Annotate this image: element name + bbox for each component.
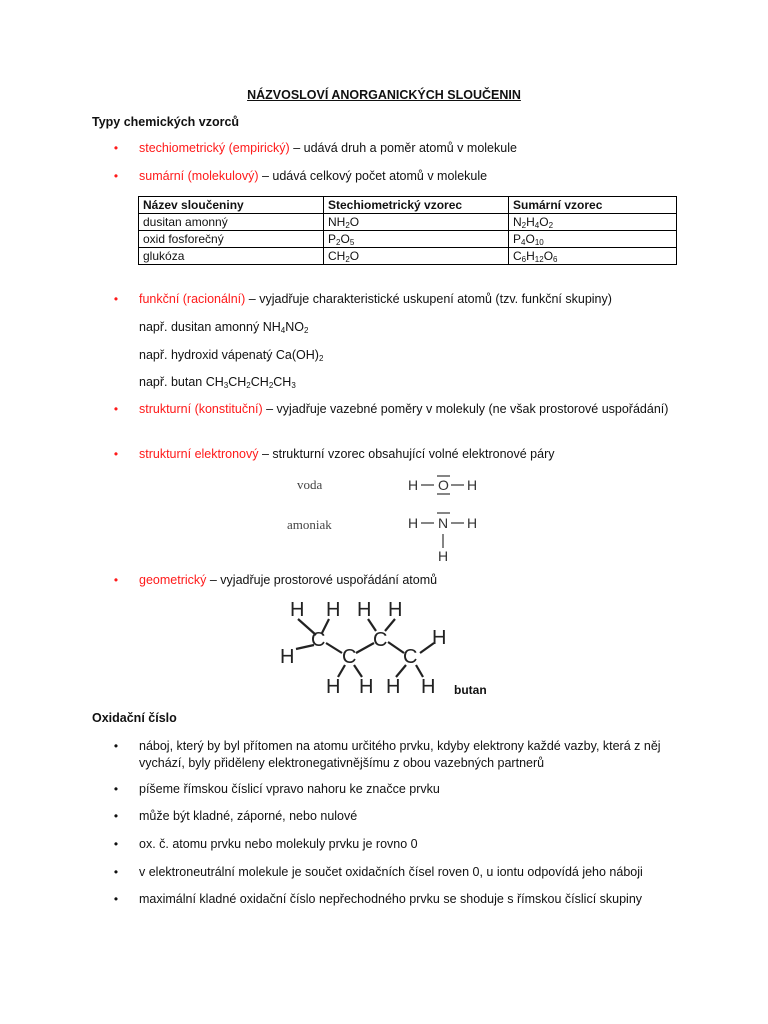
formula-element: CH	[328, 248, 346, 263]
atom-H: H	[326, 599, 341, 621]
section-heading-formula-types: Typy chemických vzorců	[92, 115, 240, 129]
formula-element: Ca(OH)	[275, 348, 319, 362]
example-prefix: např. hydroxid vápenatý	[139, 348, 276, 362]
formula-subscript: 4	[521, 237, 526, 247]
atom-H: H	[467, 515, 478, 531]
atom-N: N	[438, 515, 449, 531]
cell-sumarni	[509, 231, 677, 248]
type-geometric	[139, 572, 437, 589]
bullet-dot: •	[113, 837, 119, 851]
formula-element: CH	[250, 375, 269, 389]
term-red: sumární (molekulový)	[139, 169, 259, 183]
oxidation-rule: v elektroneutrální molekule je součet oxidačních čísel roven 0, u iontu odpovídá jeho náboji	[139, 865, 643, 879]
term-desc: – vyjadřuje charakteristické uskupení atomů (tzv. funkční skupiny)	[245, 292, 612, 306]
term-desc: – vyjadřuje prostorové uspořádání atomů	[206, 573, 438, 587]
type-sumarni	[139, 168, 487, 185]
oxidation-rule: maximální kladné oxidační číslo nepřechodného prvku se shoduje s římskou číslicí skupiny	[139, 892, 643, 906]
term-desc: – udává celkový počet atomů v molekule	[258, 169, 488, 183]
example-prefix: např. dusitan amonný	[139, 320, 263, 334]
atom-H: H	[359, 676, 374, 697]
formula-element: NH	[328, 214, 346, 229]
formula-element: O	[340, 231, 350, 246]
atom-H: H	[432, 627, 447, 649]
atom-C: C	[311, 629, 326, 651]
term-desc: – vyjadřuje vazebné poměry v molekuly (ne však prostorové uspořádání)	[262, 402, 669, 416]
cell-stechiometric	[324, 231, 509, 248]
table-header: Stechiometrický vzorec	[324, 197, 509, 214]
formula-subscript: 2	[336, 237, 341, 247]
formula-subscript: 2	[318, 354, 324, 363]
atom-H: H	[326, 676, 341, 697]
formula-element: O	[349, 214, 360, 229]
term-red: stechiometrický (empirický)	[139, 141, 290, 155]
formula-element: P	[328, 231, 337, 246]
type-stechiometric	[139, 140, 517, 157]
formula-subscript: 12	[534, 254, 544, 264]
bond	[356, 643, 374, 653]
bullet-dot: •	[113, 292, 119, 306]
formula-element: CH	[228, 375, 247, 389]
oxidation-rule: náboj, který by byl přítomen na atomu určitého prvku, kdyby elektrony každé vazby, která z něj vychází, byly přiděleny elektronegativnějšímu z obou vazebných partnerů	[139, 739, 661, 770]
electron-structure-diagrams	[400, 470, 490, 565]
atom-C: C	[403, 646, 418, 668]
atom-C: C	[342, 646, 357, 668]
bond	[388, 642, 404, 653]
formula-subscript: 10	[534, 237, 544, 247]
formula-subscript: 3	[223, 381, 229, 390]
atom-O: O	[438, 477, 449, 493]
formula-subscript: 2	[345, 254, 350, 264]
atom-H: H	[408, 515, 419, 531]
formula-subscript: 2	[268, 381, 274, 390]
formula-subscript: 2	[548, 220, 554, 230]
atom-H: H	[408, 477, 419, 493]
formula-element: CH	[273, 375, 292, 389]
bullet-dot: •	[113, 402, 119, 416]
term-red: funkční (racionální)	[139, 292, 246, 306]
example-line	[139, 374, 296, 394]
formula-element: N	[513, 214, 522, 229]
bullet-dot: •	[113, 809, 119, 823]
table-row	[139, 214, 677, 231]
example-line	[139, 347, 323, 367]
example-prefix: např. butan	[139, 375, 206, 389]
term-red: strukturní elektronový	[139, 447, 259, 461]
cell-compound-name: oxid fosforečný	[139, 231, 324, 248]
table-row	[139, 231, 677, 248]
atom-H: H	[421, 676, 436, 697]
section-heading-oxidation: Oxidační číslo	[92, 711, 177, 725]
atom-C: C	[373, 629, 388, 651]
bullet-dot: •	[113, 169, 119, 183]
cell-compound-name: glukóza	[139, 248, 324, 265]
bullet-dot: •	[113, 892, 119, 906]
formula-subscript: 6	[553, 254, 558, 264]
formula-element: CH	[205, 375, 224, 389]
example-formula	[206, 375, 296, 389]
table-row	[139, 248, 677, 265]
formula-subscript: 2	[303, 326, 309, 335]
type-structural	[139, 401, 677, 418]
cell-stechiometric	[324, 214, 509, 231]
formula-table	[138, 196, 677, 265]
butane-geometric-diagram	[280, 597, 455, 697]
formula-subscript: 2	[521, 220, 527, 230]
formula-subscript: 2	[246, 381, 251, 390]
example-line	[139, 319, 308, 339]
page-title: NÁZVOSLOVÍ ANORGANICKÝCH SLOUČENIN	[247, 88, 521, 102]
term-red: strukturní (konstituční)	[139, 402, 263, 416]
formula-element: C	[513, 248, 522, 263]
bullet-dot: •	[113, 447, 119, 461]
type-functional	[139, 291, 612, 308]
formula-element: P	[513, 231, 522, 246]
oxidation-rule: ox. č. atomu prvku nebo molekuly prvku je rovno 0	[139, 837, 418, 851]
cell-compound-name: dusitan amonný	[139, 214, 324, 231]
bullet-dot: •	[113, 141, 119, 155]
atom-H: H	[467, 477, 478, 493]
atom-H: H	[280, 646, 295, 668]
table-header-row	[139, 197, 677, 214]
bond	[326, 643, 342, 653]
formula-element: NH	[262, 320, 281, 334]
atom-H: H	[388, 599, 403, 621]
formula-subscript: 2	[345, 220, 350, 230]
formula-element: H	[526, 214, 535, 229]
example-formula	[263, 320, 309, 334]
oxidation-rule: může být kladné, záporné, nebo nulové	[139, 809, 358, 823]
label-ammonia: amoniak	[287, 517, 332, 532]
atom-H: H	[386, 676, 401, 697]
type-electron	[139, 446, 554, 463]
oxidation-rule: píšeme římskou číslicí vpravo nahoru ke značce prvku	[139, 782, 440, 796]
example-formula	[276, 348, 324, 362]
formula-element: O	[349, 248, 360, 263]
term-red: geometrický	[139, 573, 207, 587]
bullet-dot: •	[113, 739, 119, 753]
formula-subscript: 4	[280, 326, 286, 335]
atom-H: H	[357, 599, 372, 621]
formula-subscript: 6	[521, 254, 527, 264]
atom-H: H	[438, 548, 449, 564]
cell-sumarni	[509, 248, 677, 265]
formula-element: O	[525, 231, 535, 246]
bullet-dot: •	[113, 865, 119, 879]
formula-subscript: 3	[291, 381, 296, 390]
cell-stechiometric	[324, 248, 509, 265]
cell-sumarni	[509, 214, 677, 231]
bullet-dot: •	[113, 782, 119, 796]
label-water: voda	[297, 477, 323, 492]
term-desc: – strukturní vzorec obsahující volné elektronové páry	[258, 447, 555, 461]
atom-H: H	[290, 599, 305, 621]
formula-element: O	[539, 214, 549, 229]
formula-element: H	[526, 248, 535, 263]
formula-subscript: 4	[534, 220, 540, 230]
table-header: Název sloučeniny	[139, 197, 324, 214]
formula-element: O	[543, 248, 554, 263]
bullet-dot: •	[113, 573, 119, 587]
butane-label: butan	[454, 683, 487, 697]
table-header: Sumární vzorec	[509, 197, 677, 214]
formula-subscript: 5	[349, 237, 355, 247]
term-desc: – udává druh a poměr atomů v molekule	[289, 141, 517, 155]
formula-element: NO	[285, 320, 304, 334]
